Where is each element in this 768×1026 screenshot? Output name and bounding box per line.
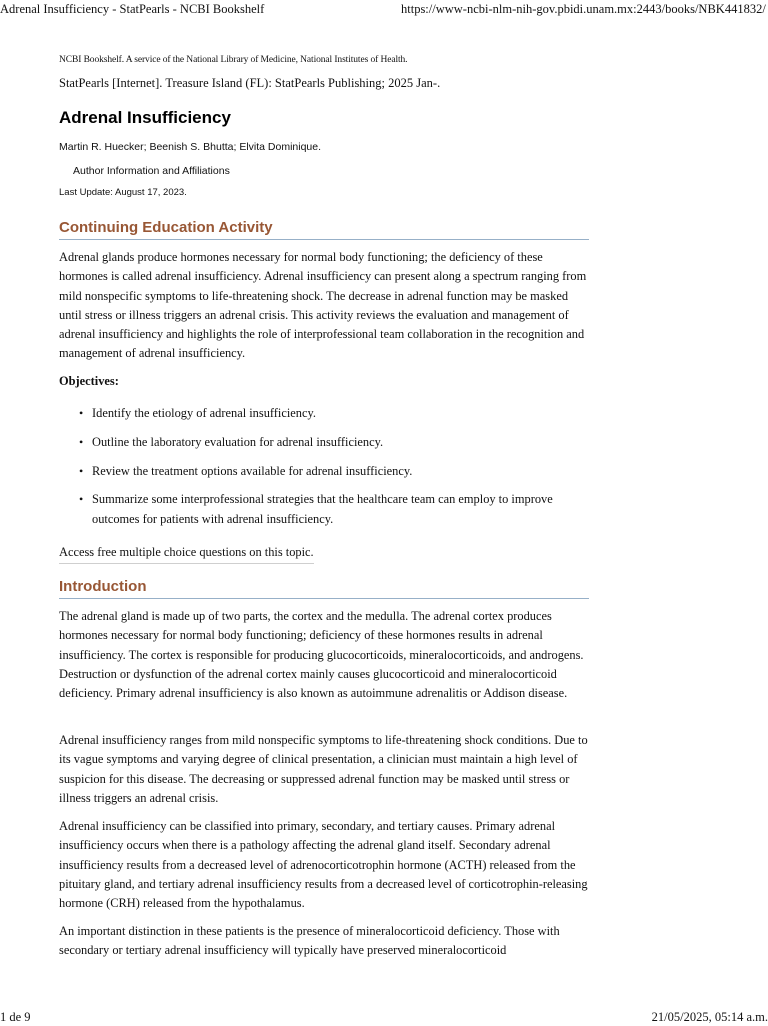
bullet-icon: • <box>79 463 84 478</box>
intro-paragraph-1: The adrenal gland is made up of two parts, the cortex and the medulla. The adrenal cortex produces hormones necessary for normal body functioning; deficiency of these hormones results in adrenal insufficiency. The cortex is responsible for producing glucocorticoids, mineralocorticoids, and androgens. Destruction or dysfunction of the adrenal cortex mainly causes glucocorticoid and mineralocorticoid deficiency. Primary adrenal insufficiency is also known as autoimmune adrenalitis or Addison disease. <box>59 609 584 701</box>
print-datetime: 21/05/2025, 05:14 a.m. <box>651 1010 768 1024</box>
print-header <box>0 0 768 18</box>
page-number: 1 de 9 <box>0 1010 31 1024</box>
intro-paragraph-4: An important distinction in these patients is the presence of mineralocorticoid deficiency. Those with secondary or tertiary adrenal insufficiency will typically have preserved mineralocorticoid <box>59 924 560 958</box>
objectives-list <box>59 404 589 538</box>
mcq-link[interactable]: Access free multiple choice questions on this topic. <box>59 543 314 564</box>
intro-paragraph-3: Adrenal insufficiency can be classified into primary, secondary, and tertiary causes. Primary adrenal insufficiency occurs when there is a pathology affecting the adrenal gland itself. Secondary adrenal insufficiency results from a decreased level of adrenocorticotrophin hormone (ACTH) released from the pituitary gland, and tertiary adrenal insufficiency results from a decreased level of corticotrophin-releasing hormone (CRH) released from the hypothalamus. <box>59 819 588 911</box>
objective-item <box>59 404 589 423</box>
objective-text: Summarize some interprofessional strategies that the healthcare team can employ to improve outcomes for patients with adrenal insufficiency. <box>92 492 553 526</box>
objective-text: Outline the laboratory evaluation for adrenal insufficiency. <box>92 434 384 449</box>
bullet-icon: • <box>79 492 84 507</box>
bookshelf-service-line: NCBI Bookshelf. A service of the National Library of Medicine, National Institutes of Health. <box>59 55 408 65</box>
author-info-link[interactable]: Author Information and Affiliations <box>73 165 230 177</box>
section-heading-cea: Continuing Education Activity <box>59 219 589 240</box>
bullet-icon: • <box>79 406 84 420</box>
objective-item <box>59 462 589 481</box>
objective-item <box>59 490 589 529</box>
objective-text: Identify the etiology of adrenal insufficiency. <box>92 406 316 420</box>
objectives-label: Objectives: <box>59 374 119 388</box>
cea-paragraph: Adrenal glands produce hormones necessary for normal body functioning; the deficiency of these hormones is called adrenal insufficiency. Adrenal insufficiency can present along a spectrum ranging from mild nonspecific symptoms to life-threatening shock. The decrease in adrenal function may be masked until stress or illness triggers an adrenal crisis. This activity reviews the evaluation and management of adrenal insufficiency and highlights the role of interprofessional team collaboration in the recognition and management of adrenal insufficiency. <box>59 250 587 361</box>
article-title: Adrenal Insufficiency <box>59 108 231 127</box>
print-page-url: https://www-ncbi-nlm-nih-gov.pbidi.unam.mx:2443/books/NBK441832/ <box>401 2 766 16</box>
section-heading-introduction: Introduction <box>59 578 589 599</box>
source-citation: StatPearls [Internet]. Treasure Island (FL): StatPearls Publishing; 2025 Jan-. <box>59 76 441 90</box>
objective-text: Review the treatment options available for adrenal insufficiency. <box>92 463 413 478</box>
print-page-title: Adrenal Insufficiency - StatPearls - NCBI Bookshelf <box>0 2 265 16</box>
intro-paragraph-2: Adrenal insufficiency ranges from mild nonspecific symptoms to life-threatening shock conditions. Due to its vague symptoms and varying degree of clinical presentation, a clinician must maintain a high level of suspicion for this disease. The decreasing or suppressed adrenal function may be masked until stress or illness triggers an adrenal crisis. <box>59 733 588 805</box>
objective-item <box>59 433 589 452</box>
last-update: Last Update: August 17, 2023. <box>59 187 187 198</box>
author-list: Martin R. Huecker; Beenish S. Bhutta; Elvita Dominique. <box>59 141 322 153</box>
bullet-icon: • <box>79 434 84 449</box>
